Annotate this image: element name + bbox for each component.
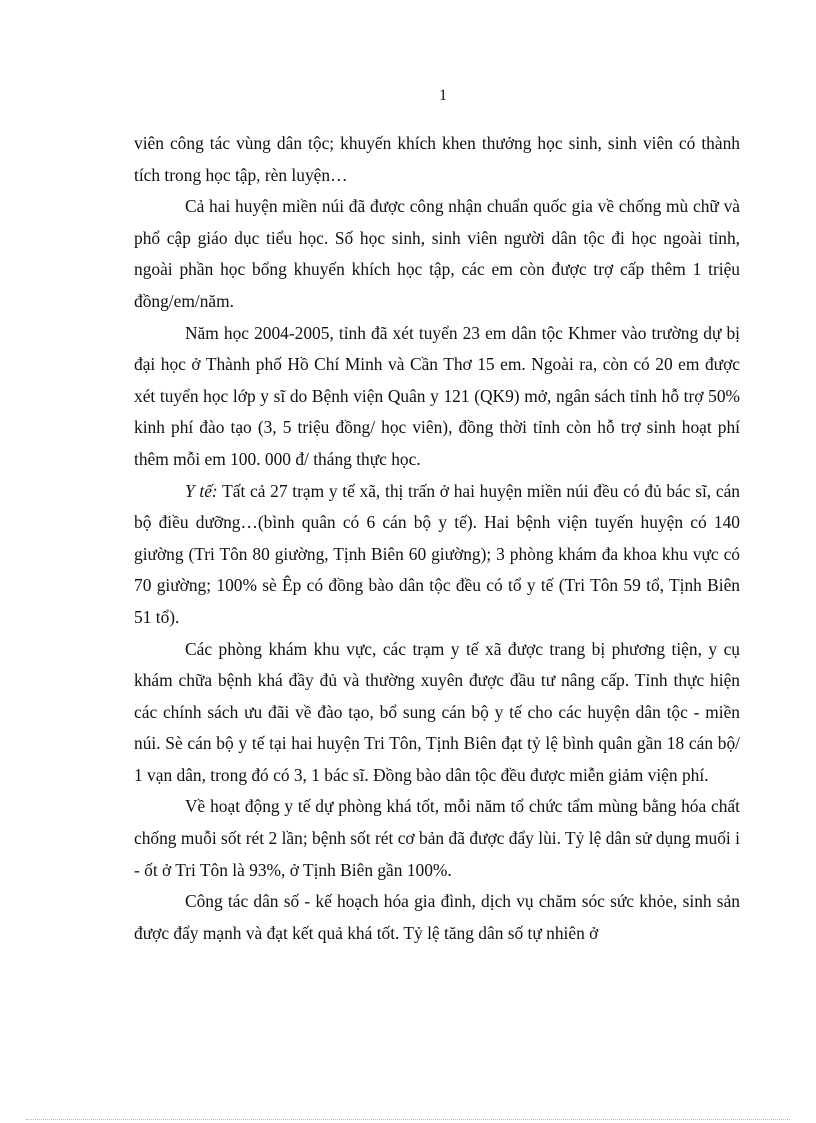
- page-number: 1: [439, 87, 447, 104]
- paragraph-education-continued: viên công tác vùng dân tộc; khuyến khích khen thưởng học sinh, sinh viên có thành tích trong học tập, rèn luyện…: [134, 133, 740, 185]
- paragraph-literacy: Cả hai huyện miền núi đã được công nhận chuẩn quốc gia về chống mù chữ và phổ cập giáo dục tiểu học. Số học sinh, sinh viên người dân tộc đi học ngoài tỉnh, ngoài phần học bổng khuyến khích học tập, các em còn được trợ cấp thêm 1 triệu đồng/em/năm.: [134, 196, 740, 311]
- paragraph-clinics: Các phòng khám khu vực, các trạm y tế xã được trang bị phương tiện, y cụ khám chữa bệnh khá đầy đủ và thường xuyên được đầu tư nâng cấp. Tỉnh thực hiện các chính sách ưu đãi về đào tạo, bổ sung cán bộ y tế cho các huyện dân tộc - miền núi. Sè cán bộ y tế tại hai huyện Tri Tôn, Tịnh Biên đạt tỷ lệ bình quân gần 18 cán bộ/ 1 vạn dân, trong đó có 3, 1 bác sĩ. Đồng bào dân tộc đều được miễn giảm viện phí.: [134, 638, 740, 785]
- paragraph-school-year: Năm học 2004-2005, tỉnh đã xét tuyển 23 em dân tộc Khmer vào trường dự bị đại học ở Thành phố Hồ Chí Minh và Cần Thơ 15 em. Ngoài ra, còn có 20 em được xét tuyển học lớp y sĩ do Bệnh viện Quân y 121 (QK9) mở, ngân sách tỉnh hỗ trợ 50% kinh phí đào tạo (3, 5 triệu đồng/ học viên), đồng thời tỉnh còn hỗ trợ sinh hoạt phí thêm mỗi em 100. 000 đ/ tháng thực học.: [134, 322, 740, 469]
- document-body: [134, 128, 740, 949]
- paragraph-population: Công tác dân số - kế hoạch hóa gia đình, dịch vụ chăm sóc sức khỏe, sinh sản được đẩy mạnh và đạt kết quả khá tốt. Tỷ lệ tăng dân số tự nhiên ở: [134, 891, 740, 943]
- page-bottom-divider: [26, 1119, 790, 1120]
- health-heading: Y tế:: [185, 480, 218, 501]
- health-text: Tất cả 27 trạm y tế xã, thị trấn ở hai huyện miền núi đều có đủ bác sĩ, cán bộ điều dưỡng…(bình quân có 6 cán bộ y tế). Hai bệnh viện tuyến huyện có 140 giường (Tri Tôn 80 giường, Tịnh Biên 60 giường); 3 phòng khám đa khoa khu vực có 70 giường; 100% sè Êp có đồng bào dân tộc đều có tổ y tế (Tri Tôn 59 tổ, Tịnh Biên 51 tổ).: [134, 480, 740, 627]
- paragraph-preventive-health: Về hoạt động y tế dự phòng khá tốt, mỗi năm tổ chức tẩm mùng bằng hóa chất chống muỗi sốt rét 2 lần; bệnh sốt rét cơ bản đã được đẩy lùi. Tỷ lệ dân sử dụng muối i - ốt ở Tri Tôn là 93%, ở Tịnh Biên gần 100%.: [134, 796, 740, 880]
- paragraph-health: [134, 476, 740, 634]
